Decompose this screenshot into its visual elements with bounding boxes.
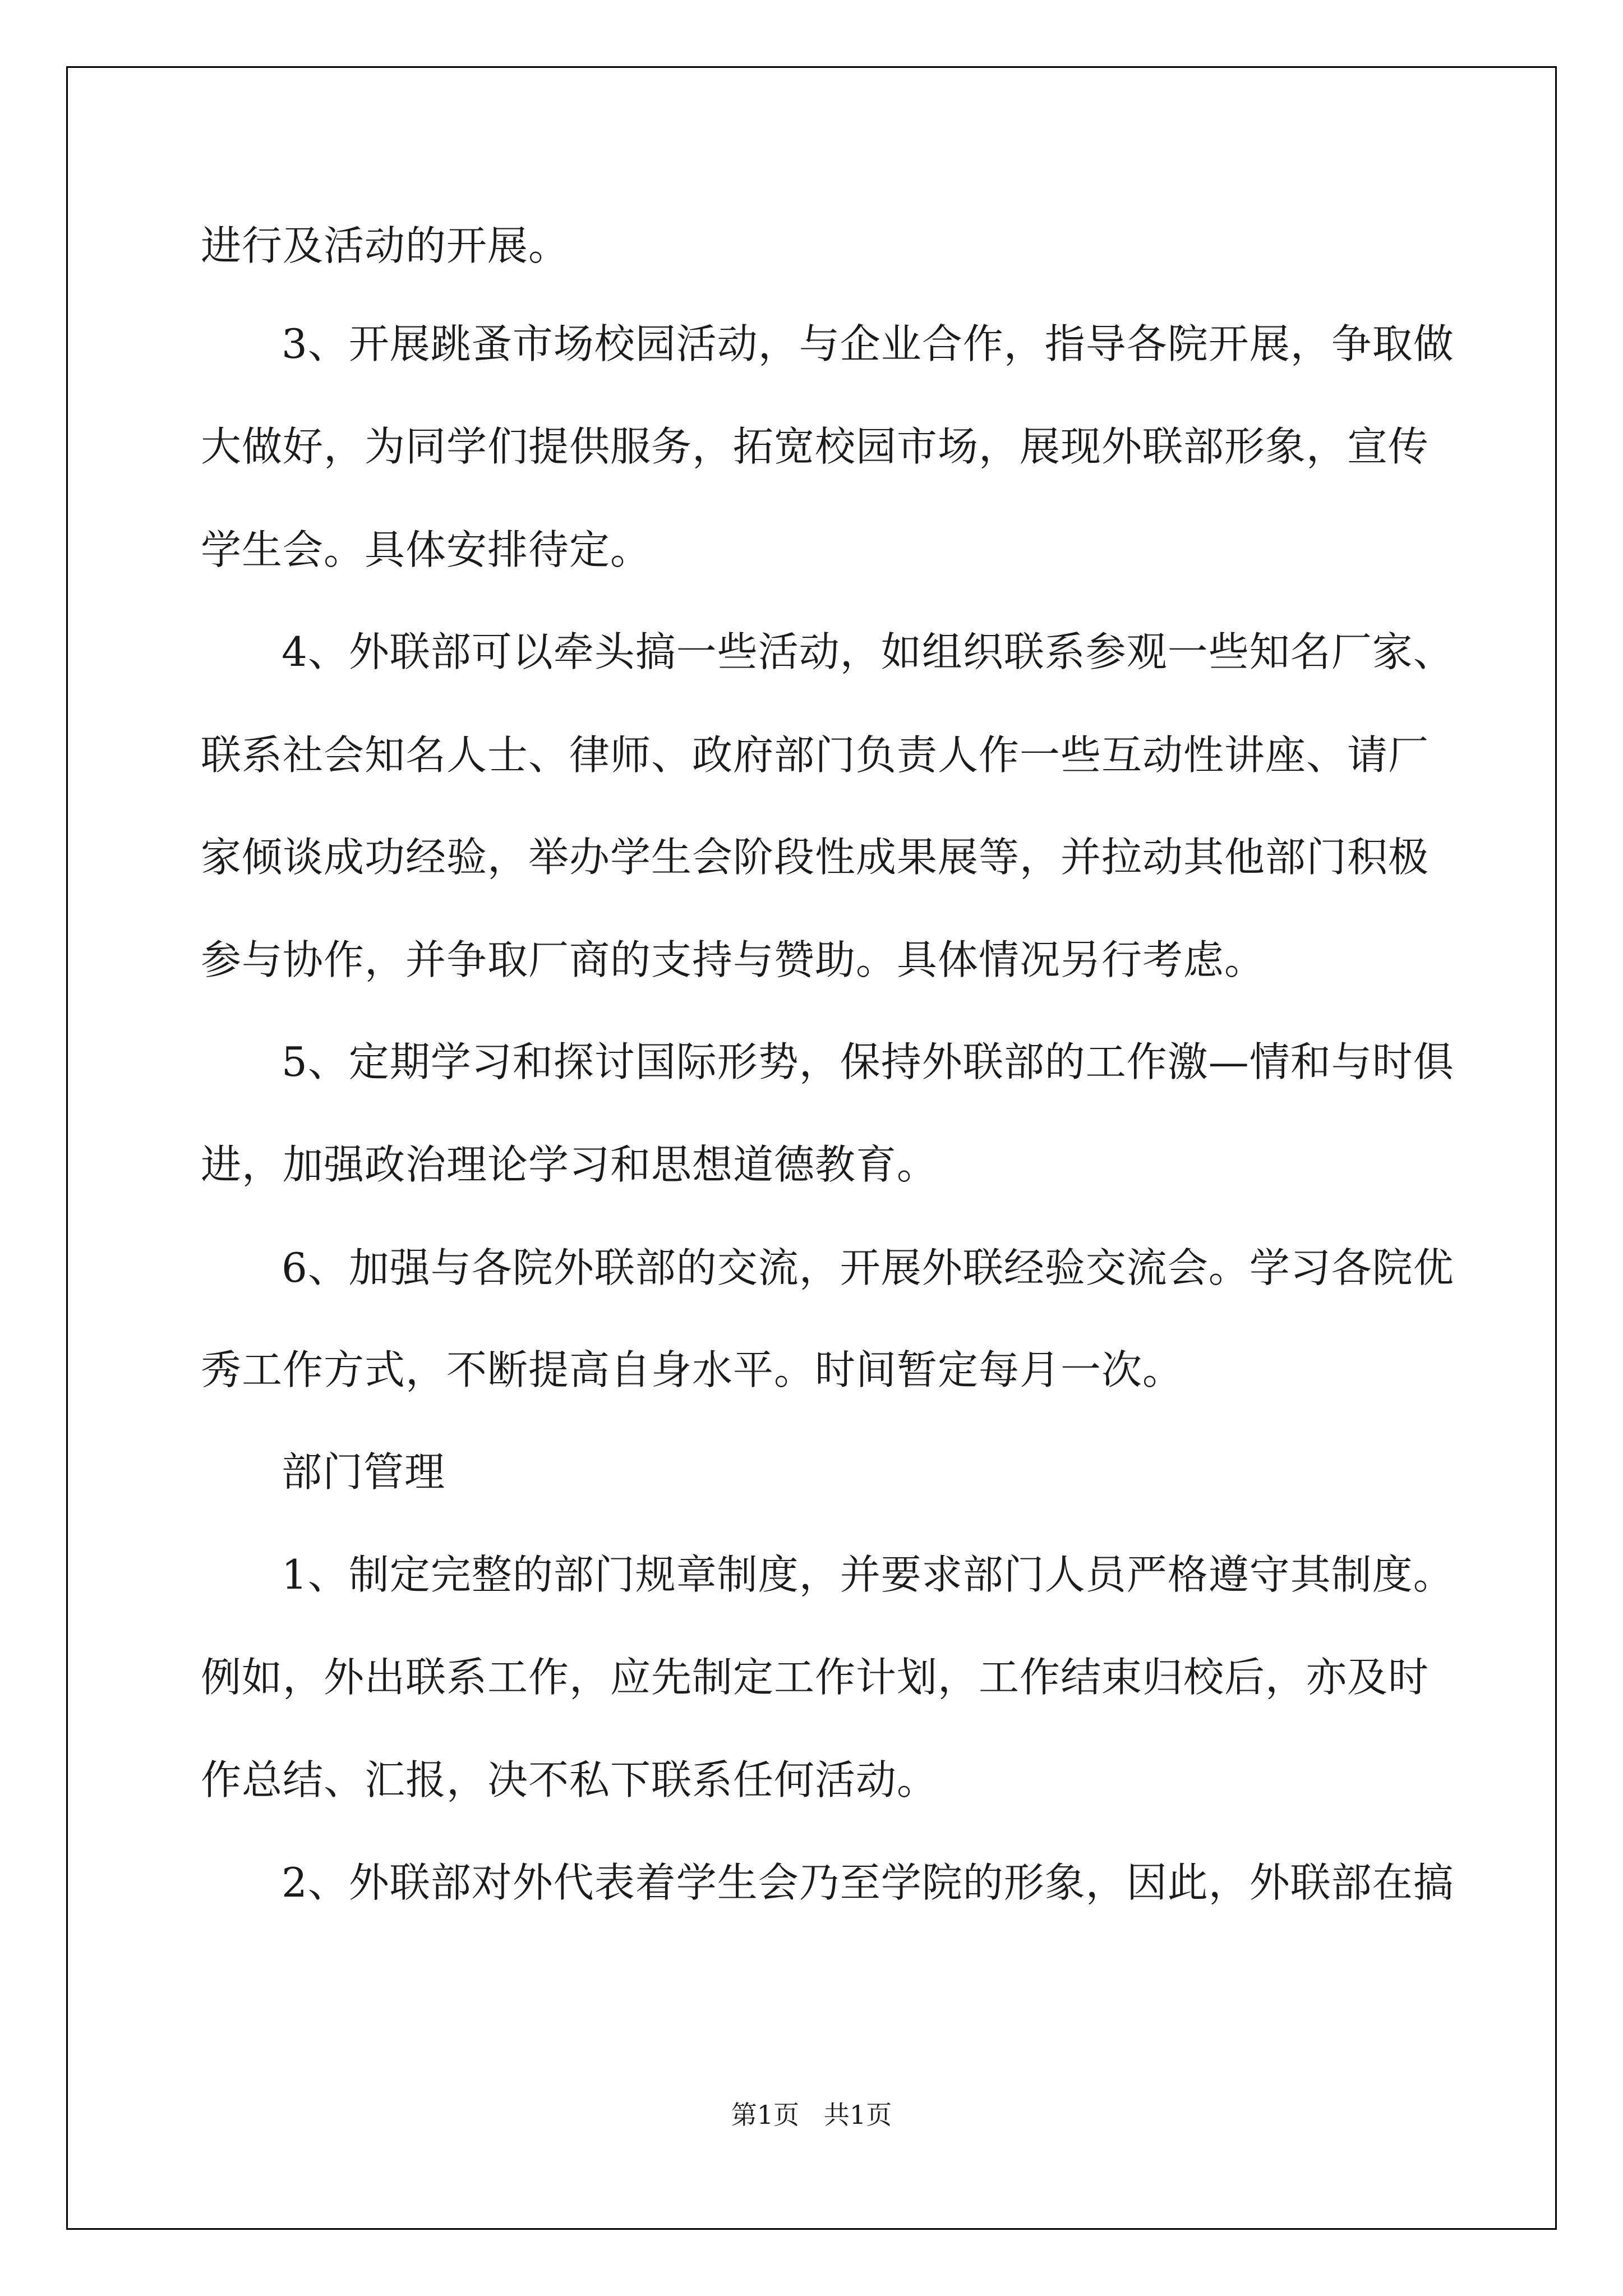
text-line: 进行及活动的开展。 [201,222,570,269]
text-line: 作总结、汇报，决不私下联系任何活动。 [201,1756,938,1803]
page-footer: 第1页 共1页 [731,2100,892,2130]
text-line: 学生会。具体安排待定。 [201,526,652,573]
text-line: 进，加强政治理论学习和思想道德教育。 [201,1141,938,1188]
text-line: 1、制定完整的部门规章制度，并要求部门人员严格遵守其制度。 [282,1551,1454,1598]
text-line: 家倾谈成功经验，举办学生会阶段性成果展等，并拉动其他部门积极 [201,834,1430,881]
text-line: 例如，外出联系工作，应先制定工作计划，工作结束归校后，亦及时 [201,1654,1430,1701]
text-line: 3、开展跳蚤市场校园活动，与企业合作，指导各院开展，争取做 [282,320,1454,367]
section-heading: 部门管理 [282,1448,446,1496]
text-line: 6、加强与各院外联部的交流，开展外联经验交流会。学习各院优 [282,1244,1454,1291]
text-line: 参与协作，并争取厂商的支持与赞助。具体情况另行考虑。 [201,936,1266,983]
text-line: 4、外联部可以牵头搞一些活动，如组织联系参观一些知名厂家、 [282,628,1454,675]
text-line: 大做好，为同学们提供服务，拓宽校园市场，展现外联部形象，宣传 [201,423,1430,470]
text-line: 联系社会知名人士、律师、政府部门负责人作一些互动性讲座、请厂 [201,731,1430,779]
text-line: 2、外联部对外代表着学生会乃至学院的形象，因此，外联部在搞 [282,1859,1454,1906]
text-line: 秀工作方式，不断提高自身水平。时间暂定每月一次。 [201,1346,1184,1393]
text-line: 5、定期学习和探讨国际形势，保持外联部的工作激—情和与时俱 [282,1038,1454,1085]
